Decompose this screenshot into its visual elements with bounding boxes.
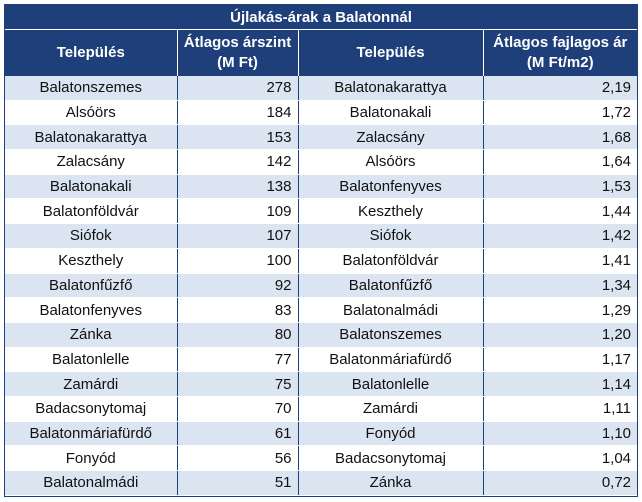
avg-price-cell: 61 — [177, 421, 298, 446]
table-row — [5, 125, 637, 150]
unit-price-cell: 1,29 — [483, 298, 637, 323]
table-row — [5, 471, 637, 496]
avg-price-cell: 153 — [177, 125, 298, 150]
town-cell-2: Balatonlelle — [298, 372, 483, 397]
title-row — [5, 5, 637, 30]
header-unit-price — [483, 30, 637, 77]
unit-price-cell: 1,11 — [483, 396, 637, 421]
avg-price-cell: 77 — [177, 347, 298, 372]
header-avg-price-line2: (M Ft) — [217, 54, 258, 71]
table-body — [5, 76, 637, 495]
town-cell-2: Balatonakali — [298, 100, 483, 125]
town-cell-1: Zalacsány — [5, 150, 177, 175]
avg-price-cell: 70 — [177, 396, 298, 421]
avg-price-cell: 80 — [177, 322, 298, 347]
avg-price-cell: 100 — [177, 248, 298, 273]
town-cell-1: Balatonfűzfő — [5, 273, 177, 298]
avg-price-cell: 56 — [177, 446, 298, 471]
table-row — [5, 273, 637, 298]
header-row — [5, 30, 637, 77]
table-row — [5, 224, 637, 249]
table-row — [5, 347, 637, 372]
town-cell-2: Balatonfűzfő — [298, 273, 483, 298]
table-row — [5, 372, 637, 397]
town-cell-1: Fonyód — [5, 446, 177, 471]
avg-price-cell: 107 — [177, 224, 298, 249]
header-avg-price — [177, 30, 298, 77]
town-cell-2: Balatonföldvár — [298, 248, 483, 273]
town-cell-1: Balatonszemes — [5, 76, 177, 100]
table-row — [5, 150, 637, 175]
table-row — [5, 100, 637, 125]
price-table — [5, 5, 637, 496]
town-cell-1: Zamárdi — [5, 372, 177, 397]
town-cell-1: Balatonakali — [5, 174, 177, 199]
town-cell-1: Balatonakarattya — [5, 125, 177, 150]
avg-price-cell: 109 — [177, 199, 298, 224]
unit-price-cell: 1,68 — [483, 125, 637, 150]
table-row — [5, 174, 637, 199]
town-cell-1: Balatonalmádi — [5, 471, 177, 496]
town-cell-2: Balatonszemes — [298, 322, 483, 347]
town-cell-2: Badacsonytomaj — [298, 446, 483, 471]
unit-price-cell: 1,42 — [483, 224, 637, 249]
table-title: Újlakás-árak a Balatonnál — [5, 5, 637, 30]
avg-price-cell: 142 — [177, 150, 298, 175]
town-cell-1: Balatonmáriafürdő — [5, 421, 177, 446]
town-cell-2: Balatonalmádi — [298, 298, 483, 323]
town-cell-2: Zánka — [298, 471, 483, 496]
table-row — [5, 421, 637, 446]
avg-price-cell: 278 — [177, 76, 298, 100]
avg-price-cell: 184 — [177, 100, 298, 125]
avg-price-cell: 75 — [177, 372, 298, 397]
unit-price-cell: 1,17 — [483, 347, 637, 372]
table-row — [5, 322, 637, 347]
header-town-2: Település — [298, 30, 483, 77]
unit-price-cell: 1,14 — [483, 372, 637, 397]
unit-price-cell: 1,41 — [483, 248, 637, 273]
town-cell-2: Balatonakarattya — [298, 76, 483, 100]
town-cell-2: Zamárdi — [298, 396, 483, 421]
town-cell-1: Balatonföldvár — [5, 199, 177, 224]
avg-price-cell: 51 — [177, 471, 298, 496]
table-row — [5, 248, 637, 273]
unit-price-cell: 1,72 — [483, 100, 637, 125]
town-cell-2: Siófok — [298, 224, 483, 249]
header-town-1: Település — [5, 30, 177, 77]
avg-price-cell: 83 — [177, 298, 298, 323]
town-cell-1: Balatonfenyves — [5, 298, 177, 323]
unit-price-cell: 2,19 — [483, 76, 637, 100]
unit-price-cell: 1,34 — [483, 273, 637, 298]
table-row — [5, 396, 637, 421]
avg-price-cell: 92 — [177, 273, 298, 298]
unit-price-cell: 1,20 — [483, 322, 637, 347]
town-cell-1: Badacsonytomaj — [5, 396, 177, 421]
table-row — [5, 76, 637, 100]
town-cell-1: Siófok — [5, 224, 177, 249]
unit-price-cell: 1,04 — [483, 446, 637, 471]
unit-price-cell: 0,72 — [483, 471, 637, 496]
town-cell-1: Balatonlelle — [5, 347, 177, 372]
table-row — [5, 446, 637, 471]
unit-price-cell: 1,44 — [483, 199, 637, 224]
header-avg-price-line1: Átlagos árszint — [183, 34, 292, 51]
table-row — [5, 298, 637, 323]
town-cell-1: Zánka — [5, 322, 177, 347]
unit-price-cell: 1,53 — [483, 174, 637, 199]
unit-price-cell: 1,10 — [483, 421, 637, 446]
town-cell-1: Keszthely — [5, 248, 177, 273]
town-cell-2: Balatonmáriafürdő — [298, 347, 483, 372]
town-cell-2: Keszthely — [298, 199, 483, 224]
unit-price-cell: 1,64 — [483, 150, 637, 175]
price-table-frame — [4, 4, 638, 497]
town-cell-2: Balatonfenyves — [298, 174, 483, 199]
header-unit-price-line1: Átlagos fajlagos ár — [493, 34, 628, 51]
town-cell-2: Zalacsány — [298, 125, 483, 150]
town-cell-2: Fonyód — [298, 421, 483, 446]
avg-price-cell: 138 — [177, 174, 298, 199]
town-cell-1: Alsóörs — [5, 100, 177, 125]
town-cell-2: Alsóörs — [298, 150, 483, 175]
table-row — [5, 199, 637, 224]
header-unit-price-line2: (M Ft/m2) — [526, 54, 594, 71]
